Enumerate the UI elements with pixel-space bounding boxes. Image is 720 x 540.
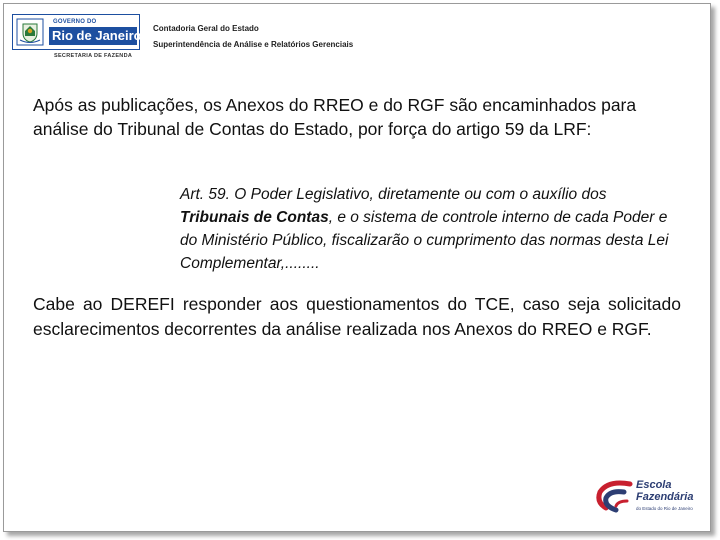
escola-subtitle: Fazendária (636, 491, 694, 503)
secretaria-label: SECRETARIA DE FAZENDA (54, 53, 133, 59)
escola-tagline: do Estado do Rio de Janeiro (636, 506, 693, 511)
header-department: Contadoria Geral do Estado (153, 24, 259, 33)
header-superintendence: Superintendência de Análise e Relatórios Gerenciais (153, 40, 354, 49)
logo-box (12, 14, 140, 50)
government-logo (12, 14, 142, 62)
state-name: Rio de Janeiro (49, 27, 137, 45)
closing-paragraph: Cabe ao DEREFI responder aos questionamentos do TCE, caso seja solicitado esclarecimentos decorrentes da análise realizada nos Anexos do RREO e RGF. (33, 294, 681, 339)
government-label: GOVERNO DO (53, 19, 97, 25)
law-quote (180, 183, 680, 275)
escola-fazendaria-logo (594, 476, 704, 522)
quote-text-end: , e o sistema de controle interno de cada Poder e do Ministério Público, fiscalizarão o cumprimento das normas desta Lei Complementar,........ (180, 209, 669, 272)
escola-swoosh-icon (594, 476, 634, 516)
coat-of-arms-icon (16, 18, 44, 46)
intro-paragraph: Após as publicações, os Anexos do RREO e do RGF são encaminhados para análise do Tribunal de Contas do Estado, por força do artigo 59 da LRF: (33, 95, 637, 139)
escola-title: Escola (636, 479, 672, 491)
quote-bold-text: Tribunais de Contas (180, 209, 329, 226)
quote-text-start: Art. 59. O Poder Legislativo, diretamente ou com o auxílio dos (180, 186, 607, 203)
